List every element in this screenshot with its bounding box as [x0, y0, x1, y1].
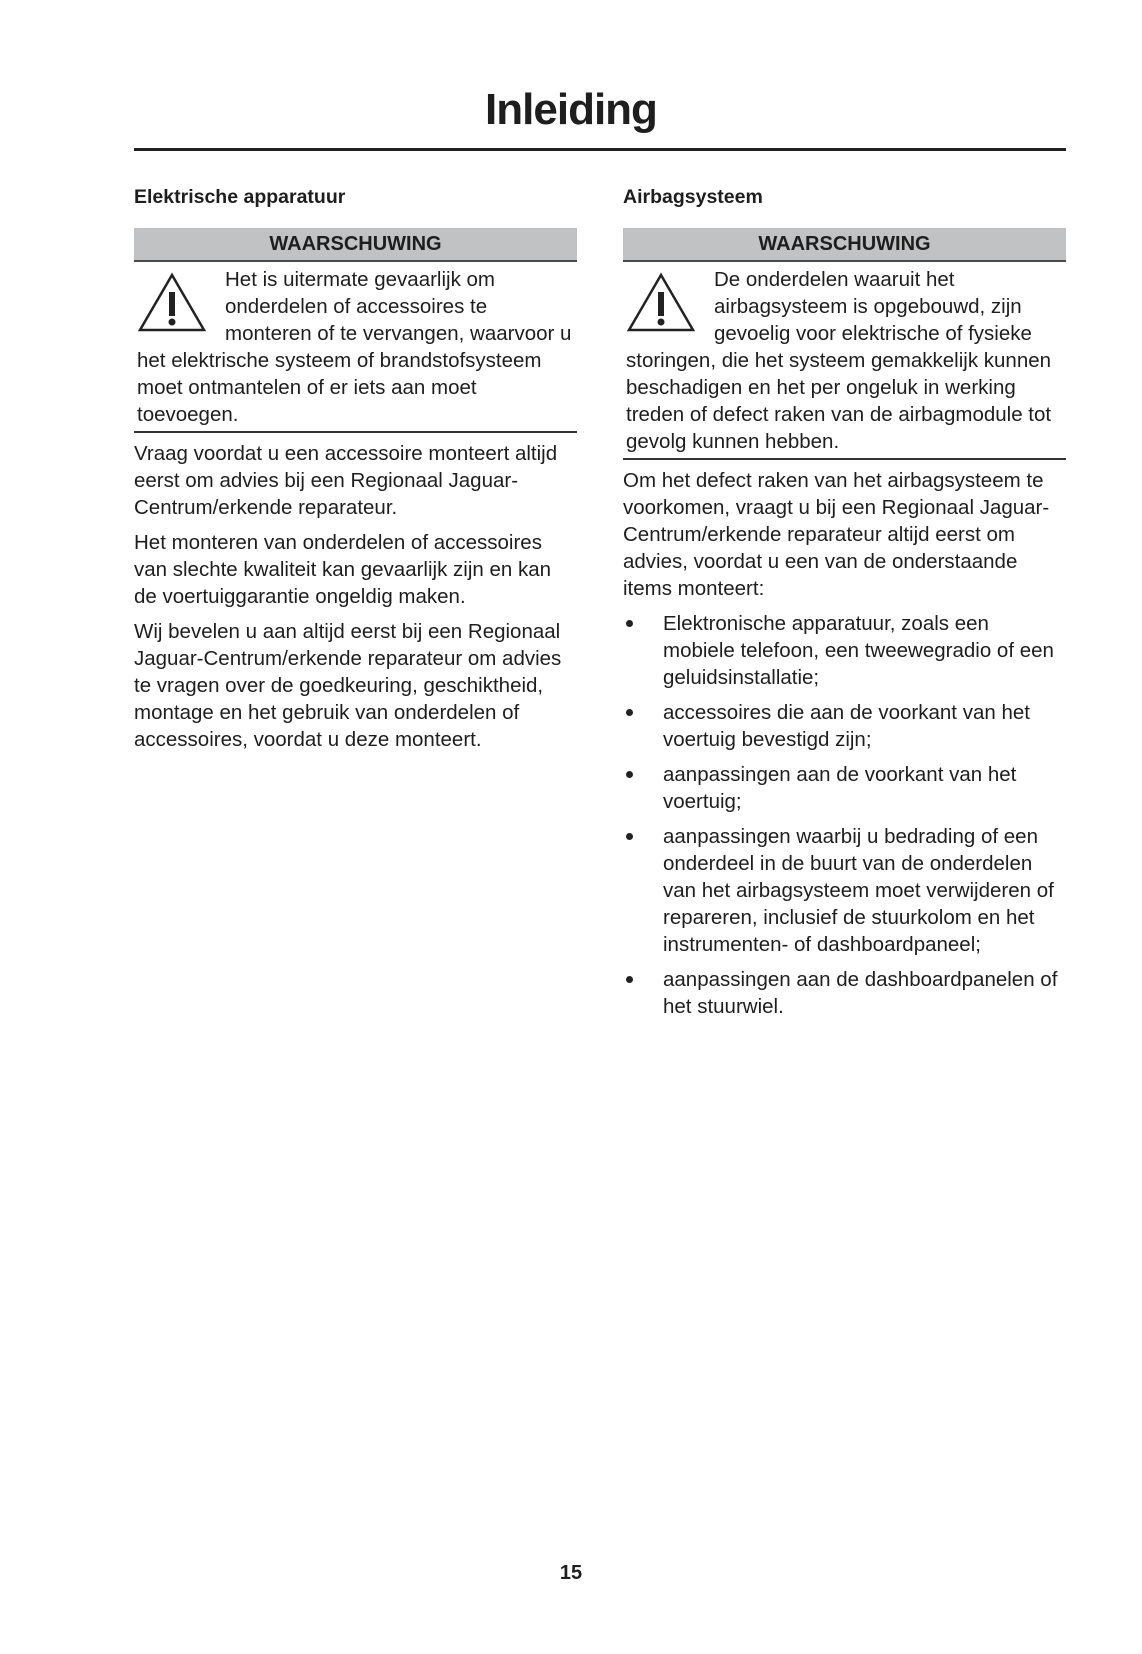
bullet-icon	[626, 709, 633, 716]
warning-text: De onderdelen waaruit het airbagsysteem is opgebouwd, zijn gevoelig voor elektrische of fysieke storingen, die het systeem gemakkelijk kunnen beschadigen en het per ongeluk in werking treden of defect raken van de airbagmodule tot gevolg kunnen hebben.	[626, 268, 1052, 453]
list-item-text: aanpassingen aan de voorkant van het voertuig;	[663, 763, 1017, 813]
list-item	[623, 699, 1066, 753]
warning-box-electrical	[134, 228, 577, 433]
list-item-text: Elektronische apparatuur, zoals een mobiele telefoon, een tweewegradio of een geluidsinstallatie;	[663, 612, 1054, 689]
warning-header: WAARSCHUWING	[623, 228, 1066, 262]
bullet-icon	[626, 833, 633, 840]
warning-body	[134, 262, 577, 433]
section-heading-airbag: Airbagsysteem	[623, 186, 763, 208]
bullet-icon	[626, 976, 633, 983]
list-item	[623, 761, 1066, 815]
paragraph: Wij bevelen u aan altijd eerst bij een Regionaal Jaguar-Centrum/erkende reparateur om advies te vragen over de goedkeuring, geschiktheid, montage en het gebruik van onderdelen of accessoires, voordat u deze monteert.	[134, 620, 562, 751]
page-number: 15	[559, 1562, 583, 1584]
warning-header: WAARSCHUWING	[134, 228, 577, 262]
warning-triangle-icon	[626, 272, 696, 334]
list-item-text: aanpassingen waarbij u bedrading of een onderdeel in de buurt van de onderdelen van het airbagsysteem moet verwijderen of repareren, inclusief de stuurkolom en het instrumenten- of dashboardpaneel;	[663, 825, 1054, 956]
list-item-text: aanpassingen aan de dashboardpanelen of het stuurwiel.	[663, 968, 1058, 1018]
bullet-icon	[626, 771, 633, 778]
warning-box-airbag	[623, 228, 1066, 460]
title-divider	[134, 148, 1066, 151]
left-column	[134, 182, 577, 761]
paragraph: Vraag voordat u een accessoire monteert altijd eerst om advies bij een Regionaal Jaguar-Centrum/erkende reparateur.	[134, 442, 558, 519]
right-column	[623, 182, 1066, 1028]
warning-body	[623, 262, 1066, 460]
list-item-text: accessoires die aan de voorkant van het voertuig bevestigd zijn;	[663, 701, 1030, 751]
list-item	[623, 966, 1066, 1020]
paragraph: Het monteren van onderdelen of accessoires van slechte kwaliteit kan gevaarlijk zijn en kan de voertuiggarantie ongeldig maken.	[134, 531, 552, 608]
bullet-list	[623, 610, 1066, 1020]
intro-paragraph: Om het defect raken van het airbagsysteem te voorkomen, vraagt u bij een Regionaal Jaguar-Centrum/erkende reparateur altijd eerst om advies, voordat u een van de onderstaande items monteert:	[623, 469, 1050, 600]
warning-text: Het is uitermate gevaarlijk om onderdelen of accessoires te monteren of te vervangen, waarvoor u het elektrische systeem of brandstofsysteem moet ontmantelen of er iets aan moet toevoegen.	[137, 268, 572, 426]
list-item	[623, 610, 1066, 691]
page-title: Inleiding	[485, 85, 657, 134]
warning-triangle-icon	[137, 272, 207, 334]
bullet-icon	[626, 620, 633, 627]
section-heading-electrical: Elektrische apparatuur	[134, 186, 346, 208]
list-item	[623, 823, 1066, 958]
